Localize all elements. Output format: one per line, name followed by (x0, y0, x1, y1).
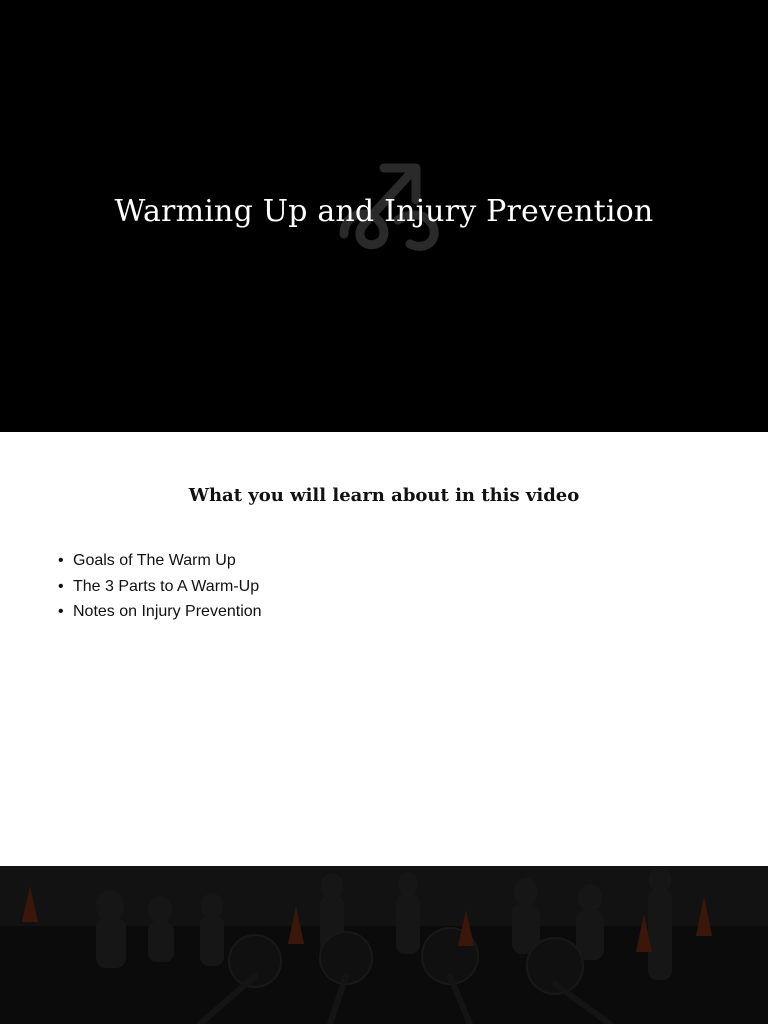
rowing-class-photo (0, 866, 768, 1024)
agenda-heading: What you will learn about in this video (188, 485, 580, 506)
agenda-item-text: Goals of The Warm Up (73, 552, 236, 569)
agenda-item (58, 574, 262, 600)
agenda-item-text: The 3 Parts to A Warm-Up (73, 577, 260, 595)
agenda-item-text: Notes on Injury Prevention (73, 603, 262, 620)
bullet-icon: • (58, 603, 64, 620)
bullet-icon: • (58, 577, 64, 595)
slide-title: Warming Up and Injury Prevention (114, 194, 654, 229)
photo-scene (0, 866, 768, 1024)
bullet-icon: • (58, 552, 64, 569)
title-slide (0, 0, 768, 432)
agenda-item (58, 599, 262, 625)
agenda-slide (0, 432, 768, 866)
agenda-list (58, 548, 262, 625)
agenda-item (58, 548, 262, 574)
